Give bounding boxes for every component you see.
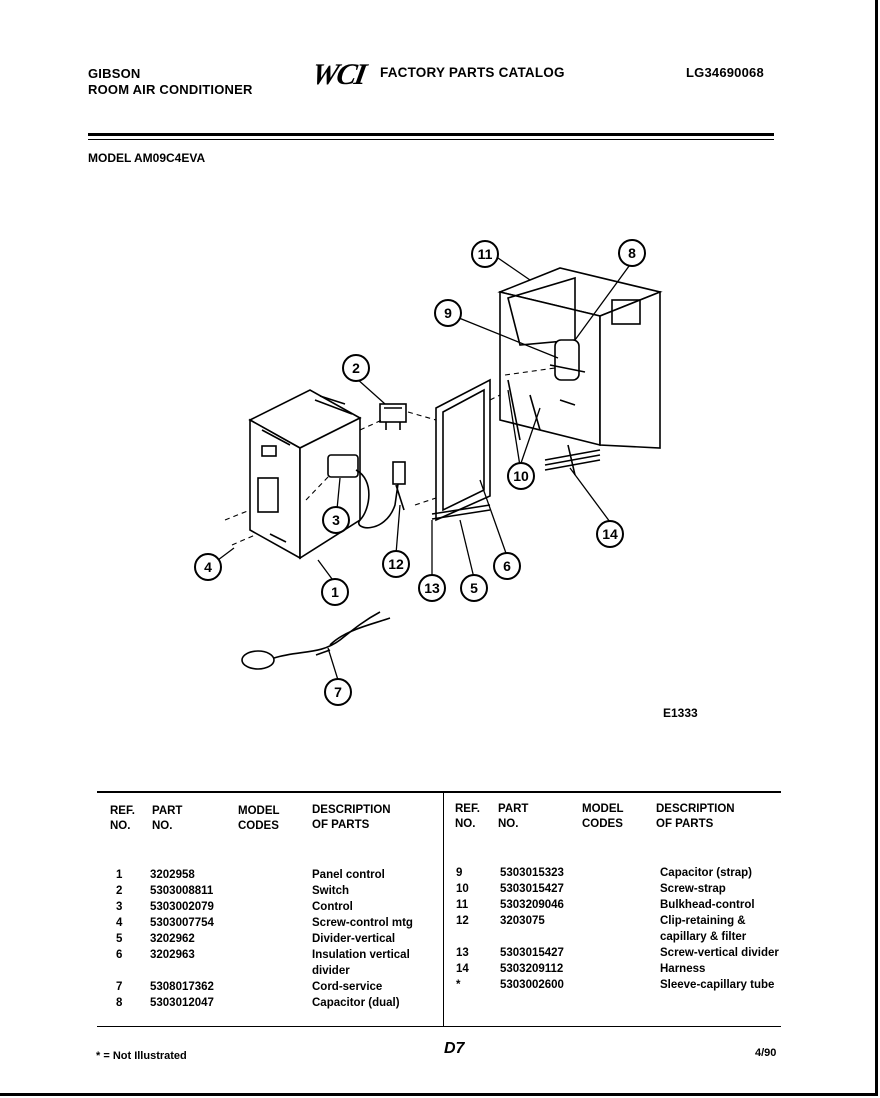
table-bottom-rule: [97, 1026, 781, 1027]
callout-10: [508, 463, 534, 489]
callout-4: [195, 554, 221, 580]
parts-cell-part: 3202958: [150, 869, 195, 881]
parts-cell-ref: 13: [456, 947, 469, 959]
parts-row: [116, 899, 442, 915]
parts-cell-part: 5303209046: [500, 899, 564, 911]
svg-text:14: 14: [602, 526, 618, 542]
callout-1: [322, 579, 348, 605]
svg-text:6: 6: [503, 558, 511, 574]
revision-date: 4/90: [755, 1047, 777, 1059]
brand-name: GIBSON: [88, 66, 141, 81]
catalog-code: LG34690068: [686, 65, 764, 80]
parts-cell-ref: 9: [456, 867, 463, 879]
parts-cell-part: 3202962: [150, 933, 195, 945]
divider-drawing: [432, 380, 490, 520]
parts-cell-part: 5303012047: [150, 997, 214, 1009]
parts-cell-part: 5303015427: [500, 883, 564, 895]
header-part-right: PART NO.: [498, 803, 529, 830]
table-column-divider: [443, 793, 444, 1026]
parts-row: [116, 915, 442, 931]
header-ref-left: REF. NO.: [110, 805, 135, 832]
parts-cell-ref: 6: [116, 949, 123, 961]
parts-cell-desc: Control: [312, 901, 353, 913]
parts-row: [456, 961, 800, 977]
table-top-rule: [97, 791, 781, 793]
parts-cell-ref: 12: [456, 915, 469, 927]
parts-cell-desc: capillary & filter: [660, 931, 747, 943]
parts-cell-desc: Screw-control mtg: [312, 917, 413, 929]
parts-cell-ref: 2: [116, 885, 123, 897]
parts-table-right: [456, 865, 800, 993]
parts-cell-desc: Sleeve-capillary tube: [660, 979, 775, 991]
parts-row: [116, 867, 442, 883]
parts-cell-desc: divider: [312, 965, 350, 977]
header-description-right: DESCRIPTION OF PARTS: [656, 803, 735, 830]
svg-text:5: 5: [470, 580, 478, 596]
parts-cell-ref: 11: [456, 899, 469, 911]
parts-cell-ref: 5: [116, 933, 123, 945]
parts-cell-desc: Cord-service: [312, 981, 383, 993]
parts-cell-ref: 14: [456, 963, 469, 975]
svg-text:3: 3: [332, 512, 340, 528]
parts-cell-desc: Clip-retaining &: [660, 915, 746, 927]
parts-row: [116, 979, 442, 995]
parts-cell-ref: 3: [116, 901, 123, 913]
svg-text:8: 8: [628, 245, 636, 261]
parts-cell-desc: Switch: [312, 885, 350, 897]
parts-cell-part: 5303015427: [500, 947, 564, 959]
page-number: D7: [444, 1040, 465, 1057]
parts-cell-ref: *: [456, 979, 461, 991]
callout-7: [325, 679, 351, 705]
bulkhead-drawing: [500, 268, 660, 448]
parts-cell-ref: 7: [116, 981, 123, 993]
header-ref-right: REF. NO.: [455, 803, 480, 830]
parts-cell-desc: Harness: [660, 963, 706, 975]
parts-cell-part: 3203075: [500, 915, 545, 927]
parts-cell-ref: [116, 963, 150, 979]
svg-text:12: 12: [388, 556, 404, 572]
callout-9: [435, 300, 461, 326]
parts-row: [116, 995, 442, 1011]
parts-cell-ref: 8: [116, 997, 123, 1009]
parts-row: [456, 977, 800, 993]
parts-row: [456, 945, 800, 961]
catalog-title: FACTORY PARTS CATALOG: [380, 65, 565, 80]
callout-14: [597, 521, 623, 547]
header-part-left: PART NO.: [152, 805, 183, 832]
callout-2: [343, 355, 369, 381]
parts-cell-part: 5303007754: [150, 917, 214, 929]
callout-3: [323, 507, 349, 533]
svg-text:1: 1: [331, 584, 339, 600]
callout-13: [419, 575, 445, 601]
svg-text:2: 2: [352, 360, 360, 376]
header-model-codes-left: MODEL CODES: [238, 805, 280, 832]
svg-text:10: 10: [513, 468, 529, 484]
parts-cell-ref: [456, 929, 500, 945]
parts-row: [456, 865, 800, 881]
svg-text:13: 13: [424, 580, 440, 596]
parts-row: [456, 929, 800, 945]
switch-drawing: [380, 404, 406, 430]
callout-8: [619, 240, 645, 266]
parts-row: [456, 881, 800, 897]
parts-cell-desc: Capacitor (strap): [660, 867, 753, 879]
footnote: * = Not Illustrated: [96, 1050, 187, 1062]
svg-text:7: 7: [334, 684, 342, 700]
figure-code: E1333: [663, 706, 698, 720]
parts-cell-desc: Screw-vertical divider: [660, 947, 779, 959]
parts-row: [116, 963, 442, 979]
callout-6: [494, 553, 520, 579]
svg-text:11: 11: [477, 246, 493, 262]
parts-cell-desc: Bulkhead-control: [660, 899, 755, 911]
product-name: ROOM AIR CONDITIONER: [88, 82, 253, 97]
parts-cell-part: [150, 963, 312, 979]
parts-cell-desc: Screw-strap: [660, 883, 726, 895]
parts-cell-part: 3202963: [150, 949, 195, 961]
header-model-codes-right: MODEL CODES: [582, 803, 624, 830]
parts-cell-part: 5303002079: [150, 901, 214, 913]
wci-logo: WCI: [309, 58, 368, 91]
parts-cell-ref: 4: [116, 917, 123, 929]
model-label: MODEL AM09C4EVA: [88, 151, 206, 165]
parts-row: [116, 931, 442, 947]
callout-12: [383, 551, 409, 577]
parts-cell-part: [500, 929, 660, 945]
parts-cell-desc: Capacitor (dual): [312, 997, 400, 1009]
parts-cell-part: 5303002600: [500, 979, 564, 991]
parts-cell-part: 5303015323: [500, 867, 564, 879]
parts-cell-part: 5303209112: [500, 963, 564, 975]
parts-cell-part: 5303008811: [150, 885, 214, 897]
cord-drawing: [242, 612, 390, 669]
parts-table-left: [116, 867, 442, 1011]
svg-text:9: 9: [444, 305, 452, 321]
parts-row: [456, 913, 800, 929]
svg-text:4: 4: [204, 559, 212, 575]
parts-row: [456, 897, 800, 913]
header-description-left: DESCRIPTION OF PARTS: [312, 804, 391, 831]
parts-cell-ref: 10: [456, 883, 469, 895]
parts-row: [116, 947, 442, 963]
callout-5: [461, 575, 487, 601]
parts-cell-desc: Panel control: [312, 869, 385, 881]
parts-cell-part: 5308017362: [150, 981, 214, 993]
parts-row: [116, 883, 442, 899]
parts-cell-desc: Insulation vertical: [312, 949, 410, 961]
callout-11: [472, 241, 498, 267]
parts-cell-desc: Divider-vertical: [312, 933, 396, 945]
parts-cell-ref: 1: [116, 869, 123, 881]
